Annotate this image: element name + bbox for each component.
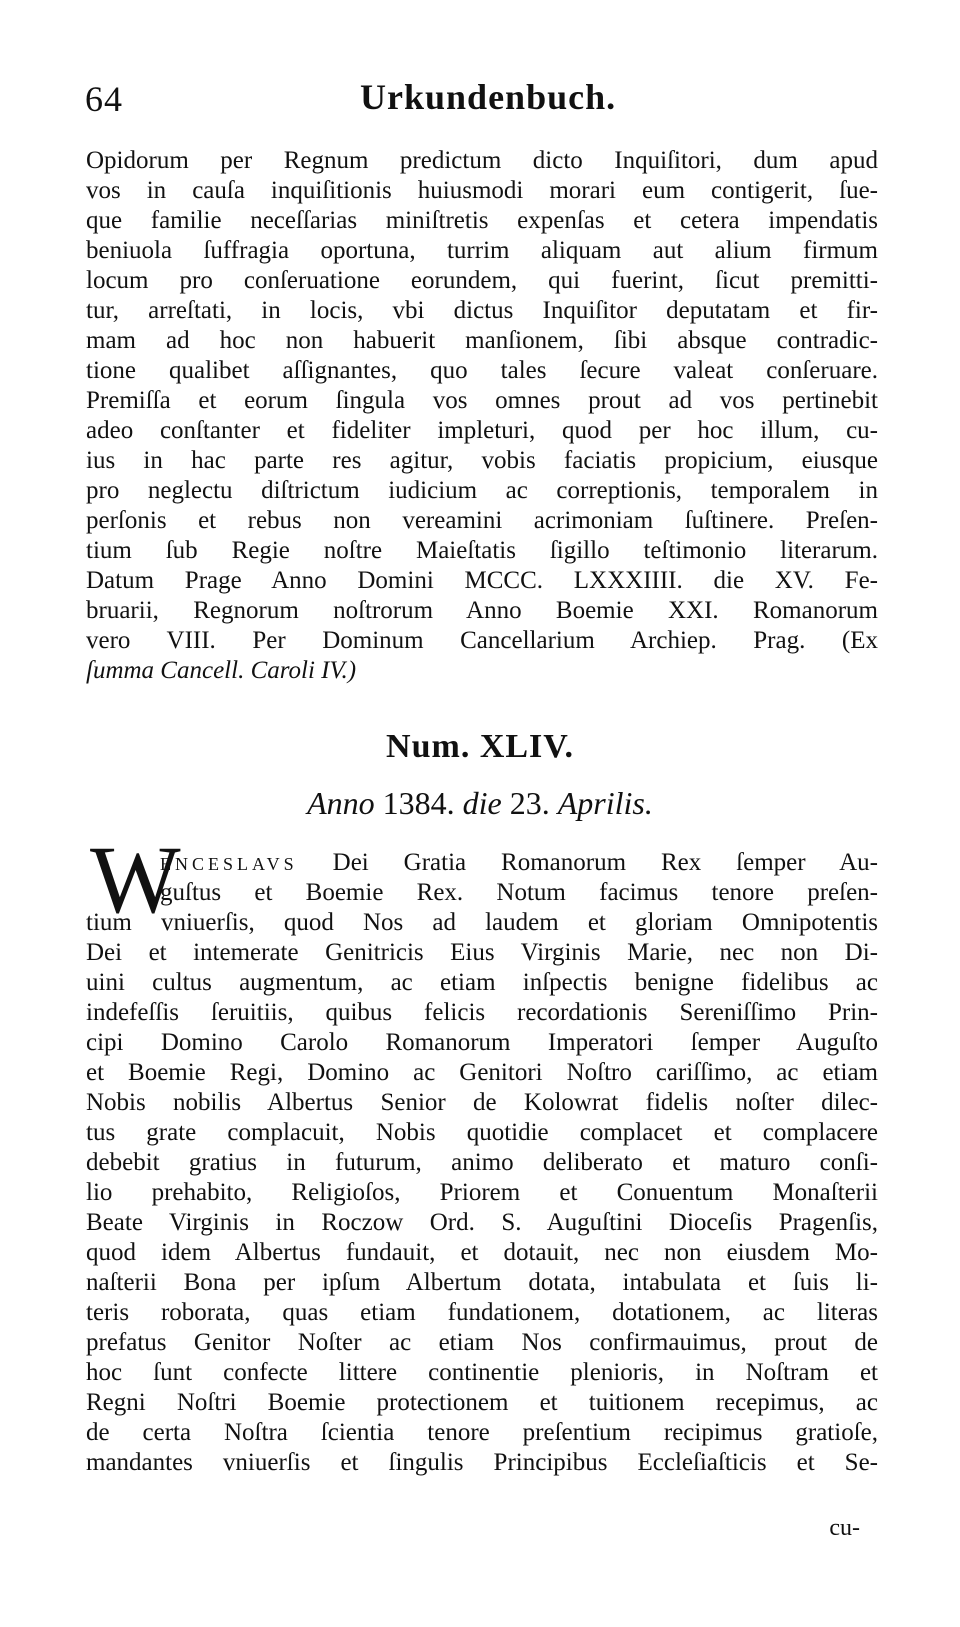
text-line: cipi Domino Carolo Romanorum Imperatori ſemper Auguſto [86, 1029, 878, 1056]
paragraph-charter-text [86, 848, 878, 1478]
text-line: vos in cauſa inquiſitionis huiusmodi morari eum contigerit, ſue- [86, 177, 878, 204]
drop-cap-initial: W [90, 826, 181, 933]
text-line: uini cultus augmentum, ac etiam inſpectis benigne fidelibus ac [86, 969, 878, 996]
text-line: naſterii Bona per ipſum Albertum dotata, intabulata et ſuis li- [86, 1269, 878, 1296]
page-number: 64 [85, 79, 123, 119]
text-line: perſonis et rebus non vereamini acrimoniam ſuſtinere. Preſen- [86, 507, 878, 534]
document-number: Num. XLIV. [386, 728, 574, 765]
text-line: lio prehabito, Religioſos, Priorem et Conuentum Monaſterii [86, 1179, 878, 1206]
date-day: 23. [509, 785, 550, 821]
text-line-source: ſumma Cancell. Caroli IV.) [86, 657, 357, 684]
text-line: quod idem Albertus fundauit, et dotauit, nec non eiusdem Mo- [86, 1239, 878, 1266]
text-line: tium vniuerſis, quod Nos ad laudem et gloriam Omnipotentis [86, 909, 878, 936]
text-line: Opidorum per Regnum predictum dicto Inquiſitori, dum apud [86, 147, 878, 174]
document-date [0, 785, 960, 822]
text-line: Regni Noſtri Boemie protectionem et tuitionem recepimus, ac [86, 1389, 878, 1416]
small-caps-name: ENCESLAVS [160, 854, 298, 874]
text-line: mandantes vniuerſis et ſingulis Principibus Eccleſiaſticis et Se- [86, 1449, 878, 1476]
text-line: que familie neceſſarias miniſtretis expenſas et cetera impendatis [86, 207, 878, 234]
text-line: Datum Prage Anno Domini MCCC. LXXXIIII. die XV. Fe- [86, 567, 878, 594]
date-die: die [462, 785, 502, 821]
catchword: cu- [829, 1515, 860, 1541]
text-line: bruarii, Regnorum noſtrorum Anno Boemie XXI. Romanorum [86, 597, 878, 624]
line-rest: Dei Gratia Romanorum Rex ſemper Au- [332, 849, 879, 876]
text-line: locum pro conſeruatione eorundem, qui fuerint, ſicut premitti- [86, 267, 878, 294]
text-line: hoc ſunt confecte littere continentie plenioris, in Noſtram et [86, 1359, 878, 1386]
date-month: Aprilis. [557, 785, 653, 821]
text-line: pro neglectu diſtrictum iudicium ac correptionis, temporalem in [86, 477, 878, 504]
text-line: Premiſſa et eorum ſingula vos omnes prout ad vos pertinebit [86, 387, 878, 414]
paragraph-charter-end [86, 146, 878, 686]
text-line: Nobis nobilis Albertus Senior de Kolowrat fidelis noſter dilec- [86, 1089, 878, 1116]
text-line: debebit gratius in futurum, animo deliberato et maturo conſi- [86, 1149, 878, 1176]
text-line: et Boemie Regi, Domino ac Genitori Noſtro cariſſimo, ac etiam [86, 1059, 878, 1086]
text-line [86, 848, 878, 878]
text-line: de certa Noſtra ſcientia tenore preſentium recipimus gratioſe, [86, 1419, 878, 1446]
text-line: indefeſſis ſeruitiis, quibus felicis recordationis Sereniſſimo Prin- [86, 999, 878, 1026]
text-line: adeo conſtanter et fideliter impleturi, quod per hoc illum, cu- [86, 417, 878, 444]
text-line: Beate Virginis in Roczow Ord. S. Auguſtini Dioceſis Pragenſis, [86, 1209, 878, 1236]
text-line: guſtus et Boemie Rex. Notum facimus tenore preſen- [160, 879, 878, 906]
text-line: ius in hac parte res agitur, vobis faciatis propicium, eiusque [86, 447, 878, 474]
text-line: tione qualibet aſſignantes, quo tales ſecure valeat conſeruare. [86, 357, 878, 384]
text-line: vero VIII. Per Dominum Cancellarium Archiep. Prag. (Ex [86, 627, 878, 654]
running-title: Urkundenbuch. [360, 77, 617, 117]
text-line: tium ſub Regie noſtre Maieſtatis ſigillo teſtimonio literarum. [86, 537, 878, 564]
date-year: 1384. [382, 785, 455, 821]
text-line: beniuola ſuffragia oportuna, turrim aliquam aut alium firmum [86, 237, 878, 264]
date-anno: Anno [307, 785, 375, 821]
text-line: tur, arreſtati, in locis, vbi dictus Inquiſitor deputatam et fir- [86, 297, 878, 324]
text-line: tus grate complacuit, Nobis quotidie complacet et complacere [86, 1119, 878, 1146]
text-line: Dei et intemerate Genitricis Eius Virginis Marie, nec non Di- [86, 939, 878, 966]
text-line: prefatus Genitor Noſter ac etiam Nos confirmauimus, prout de [86, 1329, 878, 1356]
text-line: teris roborata, quas etiam fundationem, dotationem, ac literas [86, 1299, 878, 1326]
text-line: mam ad hoc non habuerit manſionem, ſibi absque contradic- [86, 327, 878, 354]
